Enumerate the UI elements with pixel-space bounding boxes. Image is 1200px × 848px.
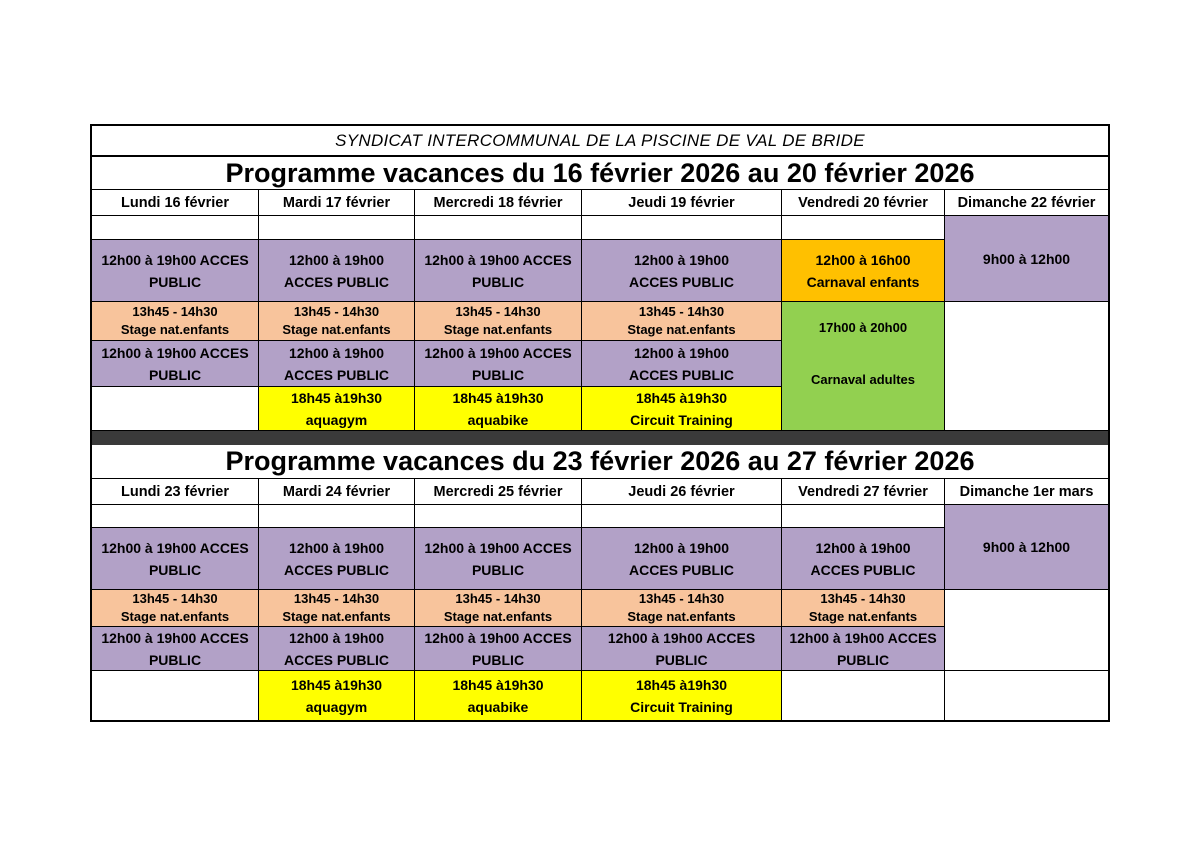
week1-fri-carnival-kids: 12h00 à 16h00 Carnaval enfants: [782, 240, 945, 302]
week1-wed-aquabike: 18h45 à19h30 aquabike: [415, 387, 582, 431]
week1-thu-circuit-training: 18h45 à19h30 Circuit Training: [582, 387, 782, 431]
week2-sun-empty: [945, 590, 1108, 671]
week2-sun-empty-2: [945, 671, 1108, 720]
week1-wed-stage: 13h45 - 14h30 Stage nat.enfants: [415, 302, 582, 341]
week2-mon-stage: 13h45 - 14h30 Stage nat.enfants: [92, 590, 259, 627]
week1-mon-stage: 13h45 - 14h30 Stage nat.enfants: [92, 302, 259, 341]
week1-fri-carnival-adults: 17h00 à 20h00 Carnaval adultes: [782, 302, 945, 431]
week1-tue-stage: 13h45 - 14h30 Stage nat.enfants: [259, 302, 415, 341]
week2-thu-circuit-training: 18h45 à19h30 Circuit Training: [582, 671, 782, 720]
week1-empty-cell: [582, 216, 782, 240]
week1-mon-empty: [92, 387, 259, 431]
week1-thu-stage: 13h45 - 14h30 Stage nat.enfants: [582, 302, 782, 341]
week2-fri-public-access: 12h00 à 19h00 ACCES PUBLIC: [782, 528, 945, 590]
week1-empty-cell: [415, 216, 582, 240]
week2-fri-public-access-2: 12h00 à 19h00 ACCES PUBLIC: [782, 627, 945, 671]
week2-tue-stage: 13h45 - 14h30 Stage nat.enfants: [259, 590, 415, 627]
week1-mon-public-access-2: 12h00 à 19h00 ACCES PUBLIC: [92, 341, 259, 387]
week2-thu-stage: 13h45 - 14h30 Stage nat.enfants: [582, 590, 782, 627]
week2-empty-cell: [415, 505, 582, 528]
week2-mon-empty: [92, 671, 259, 720]
week1-day-wed: Mercredi 18 février: [415, 190, 582, 216]
week1-sun-empty: [945, 302, 1108, 431]
week1-tue-public-access-2: 12h00 à 19h00 ACCES PUBLIC: [259, 341, 415, 387]
week1-empty-cell: [259, 216, 415, 240]
week2-tue-aquagym: 18h45 à19h30 aquagym: [259, 671, 415, 720]
week1-mon-public-access: 12h00 à 19h00 ACCES PUBLIC: [92, 240, 259, 302]
week1-thu-public-access: 12h00 à 19h00 ACCES PUBLIC: [582, 240, 782, 302]
week2-wed-aquabike: 18h45 à19h30 aquabike: [415, 671, 582, 720]
week2-day-sun: Dimanche 1er mars: [945, 479, 1108, 505]
week2-tue-public-access-2: 12h00 à 19h00 ACCES PUBLIC: [259, 627, 415, 671]
week2-wed-public-access-2: 12h00 à 19h00 ACCES PUBLIC: [415, 627, 582, 671]
week2-mon-public-access-2: 12h00 à 19h00 ACCES PUBLIC: [92, 627, 259, 671]
week2-mon-public-access: 12h00 à 19h00 ACCES PUBLIC: [92, 528, 259, 590]
week2-day-wed: Mercredi 25 février: [415, 479, 582, 505]
week1-heading: Programme vacances du 16 février 2026 au 20 février 2026: [92, 157, 1108, 190]
week1-empty-cell: [782, 216, 945, 240]
week2-day-mon: Lundi 23 février: [92, 479, 259, 505]
week1-empty-cell: [92, 216, 259, 240]
week2-day-tue: Mardi 24 février: [259, 479, 415, 505]
week1-day-sun: Dimanche 22 février: [945, 190, 1108, 216]
week2-empty-cell: [582, 505, 782, 528]
week2-sun-morning: 9h00 à 12h00: [945, 505, 1108, 590]
week2-empty-cell: [92, 505, 259, 528]
syndicate-title: SYNDICAT INTERCOMMUNAL DE LA PISCINE DE VAL DE BRIDE: [92, 126, 1108, 157]
week-separator: [92, 431, 1108, 445]
week2-heading: Programme vacances du 23 février 2026 au 27 février 2026: [92, 445, 1108, 479]
week1-day-thu: Jeudi 19 février: [582, 190, 782, 216]
week1-tue-public-access: 12h00 à 19h00 ACCES PUBLIC: [259, 240, 415, 302]
week2-wed-public-access: 12h00 à 19h00 ACCES PUBLIC: [415, 528, 582, 590]
week1-thu-public-access-2: 12h00 à 19h00 ACCES PUBLIC: [582, 341, 782, 387]
week1-tue-aquagym: 18h45 à19h30 aquagym: [259, 387, 415, 431]
week1-wed-public-access-2: 12h00 à 19h00 ACCES PUBLIC: [415, 341, 582, 387]
week2-thu-public-access-2: 12h00 à 19h00 ACCES PUBLIC: [582, 627, 782, 671]
week1-day-mon: Lundi 16 février: [92, 190, 259, 216]
week2-empty-cell: [259, 505, 415, 528]
week1-sun-morning: 9h00 à 12h00: [945, 216, 1108, 302]
week2-day-fri: Vendredi 27 février: [782, 479, 945, 505]
week2-tue-public-access: 12h00 à 19h00 ACCES PUBLIC: [259, 528, 415, 590]
week2-day-thu: Jeudi 26 février: [582, 479, 782, 505]
week2-fri-stage: 13h45 - 14h30 Stage nat.enfants: [782, 590, 945, 627]
week1-day-tue: Mardi 17 février: [259, 190, 415, 216]
week1-day-fri: Vendredi 20 février: [782, 190, 945, 216]
week2-thu-public-access: 12h00 à 19h00 ACCES PUBLIC: [582, 528, 782, 590]
week2-wed-stage: 13h45 - 14h30 Stage nat.enfants: [415, 590, 582, 627]
week1-wed-public-access: 12h00 à 19h00 ACCES PUBLIC: [415, 240, 582, 302]
schedule-table: [90, 124, 1110, 722]
week2-empty-cell: [782, 505, 945, 528]
week2-fri-empty: [782, 671, 945, 720]
